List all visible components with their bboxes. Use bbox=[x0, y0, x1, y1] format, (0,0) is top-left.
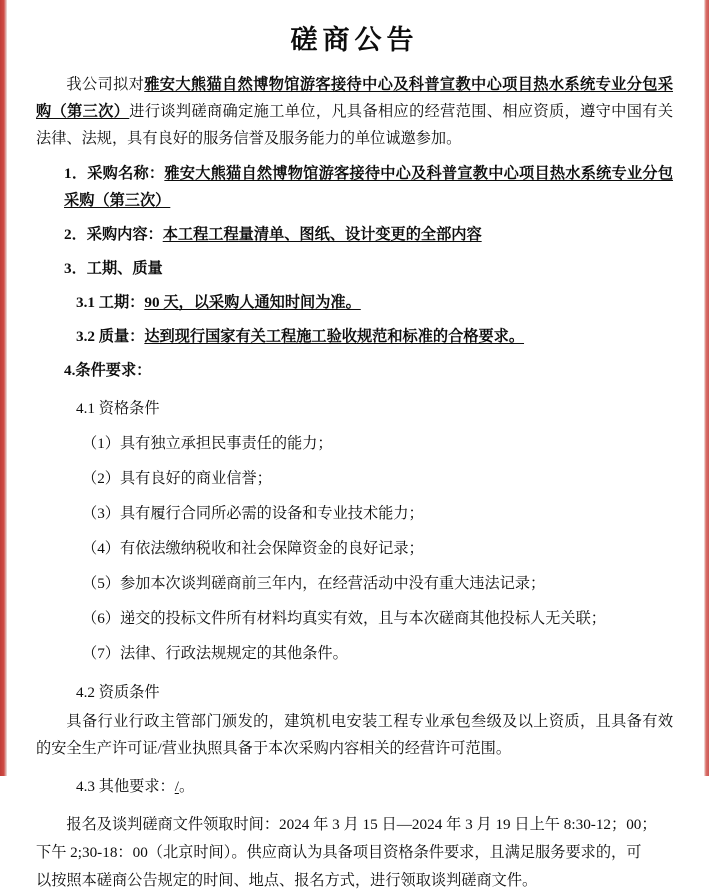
condition-item-1: （1）具有独立承担民事责任的能力； bbox=[82, 434, 333, 452]
condition-item-5: （5）参加本次谈判磋商前三年内，在经营活动中没有重大违法记录； bbox=[82, 574, 546, 592]
section-4-2-body: 具备行业行政主管部门颁发的，建筑机电安装工程专业承包叁级及以上资质，且具备有效的安全生产许可证/营业执照具备于本次采购内容相关的经营许可范围。 bbox=[36, 712, 673, 758]
section-3-2-label: 3.2 质量： bbox=[76, 328, 145, 346]
lead-paragraph bbox=[36, 71, 673, 152]
section-3-1 bbox=[36, 289, 673, 316]
lead-project-name: 雅安大熊猫自然博物馆游客接待中心及科普宣教中心项目热水系统专业分包采购（第三次） bbox=[36, 76, 674, 121]
section-4-1-heading: 4.1 资格条件 bbox=[76, 400, 160, 418]
section-4-heading: 4.条件要求： bbox=[64, 362, 152, 380]
lead-prefix: 我公司拟对 bbox=[66, 76, 145, 93]
section-2-value: 本工程工程量清单、图纸、设计变更的全部内容 bbox=[162, 226, 482, 244]
section-1 bbox=[36, 160, 673, 214]
page-right-edge-artifact bbox=[704, 0, 709, 776]
section-3-2-value: 达到现行国家有关工程施工验收规范和标准的合格要求。 bbox=[144, 328, 525, 346]
section-4-3 bbox=[36, 773, 673, 800]
condition-item-4: （4）有依法缴纳税收和社会保障资金的良好记录； bbox=[82, 539, 424, 557]
condition-item-7: （7）法律、行政法规规定的其他条件。 bbox=[82, 644, 348, 662]
section-4-3-label: 4.3 其他要求： bbox=[76, 777, 175, 795]
section-3-1-label: 3.1 工期： bbox=[76, 294, 145, 312]
section-4-3-value: / bbox=[174, 777, 179, 795]
condition-item-3: （3）具有履行合同所必需的设备和专业技术能力； bbox=[82, 504, 424, 522]
section-3 bbox=[36, 255, 673, 282]
page-left-edge-artifact bbox=[0, 0, 7, 776]
section-2-label: 2．采购内容： bbox=[64, 226, 163, 244]
condition-item-6: （6）递交的投标文件所有材料均真实有效，且与本次磋商其他投标人无关联； bbox=[82, 609, 606, 627]
section-3-2 bbox=[36, 323, 673, 350]
condition-item-2: （2）具有良好的商业信誉； bbox=[82, 469, 272, 487]
section-3-1-value: 90 天，以采购人通知时间为准。 bbox=[144, 294, 361, 312]
lead-suffix: 进行谈判磋商确定施工单位，凡具备相应的经营范围、相应资质，遵守中国有关法律、法规，具有良好的服务信誉及服务能力的单位诚邀参加。 bbox=[36, 103, 674, 148]
section-2 bbox=[36, 221, 673, 248]
page-title: 磋商公告 bbox=[290, 25, 419, 55]
section-4-3-tail: 。 bbox=[178, 777, 195, 795]
section-1-value: 雅安大熊猫自然博物馆游客接待中心及科普宣教中心项目热水系统专业分包采购（第三次） bbox=[64, 165, 674, 210]
section-4-2-heading: 4.2 资质条件 bbox=[76, 683, 160, 701]
closing-line-1: 报名及谈判磋商文件领取时间：2024 年 3 月 15 日—2024 年 3 月 19 日上午 8:30-12；00； bbox=[66, 815, 657, 833]
section-1-label: 1．采购名称： bbox=[64, 165, 165, 183]
closing-line-3: 以按照本磋商公告规定的时间、地点、报名方式，进行领取谈判磋商文件。 bbox=[36, 872, 538, 890]
closing-line-2: 下午 2;30-18：00（北京时间）。供应商认为具备项目资格条件要求，且满足服务要求的，可 bbox=[36, 844, 642, 862]
section-3-label: 3．工期、质量 bbox=[64, 260, 163, 278]
